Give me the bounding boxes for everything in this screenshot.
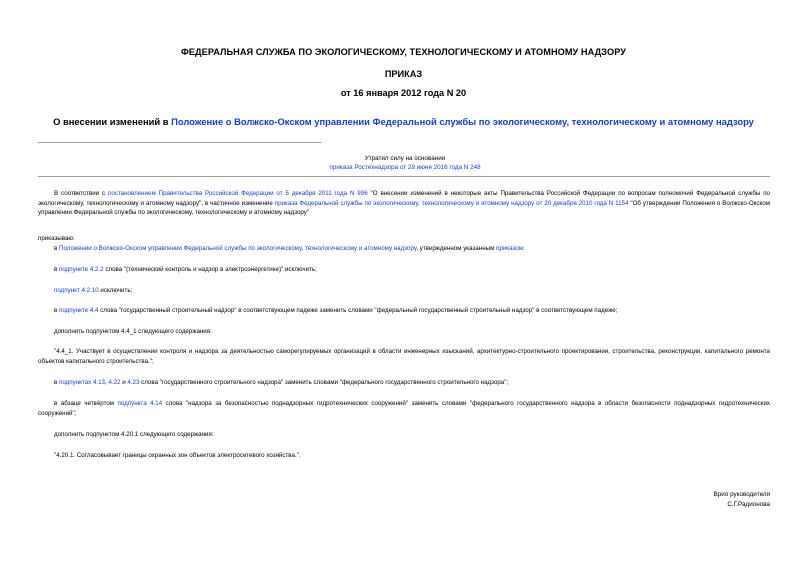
order-link[interactable]: приказом	[496, 245, 523, 252]
signatory-position: Врио руководителя	[713, 491, 770, 498]
paragraph-4-2-10: подпункт 4.2.10 исключить;	[54, 287, 133, 294]
subpoint-4-23-link[interactable]: 4.23	[127, 379, 140, 386]
preamble-paragraph: В соответствии с постановлением Правительства Российской Федерации от 5 декабря 2011 года N 996 "О внесении изменений в некоторые акты Правительства Российской Федерации по вопросам полномочий Федеральной службы по экологическому, технологическому и атомному надзору", в частичное изменение приказа Федеральной службы по экологическому, технологическому и атомному надзору от 20 декабря 2010 года N 1154 "Об утверждении Положения о Волжско-Окском управлении Федеральной службы по экологическому, технологическому и атомному надзору"	[38, 190, 771, 216]
paragraph-add-4-4-1: дополнить подпунктом 4.4_1 следующего содержания:	[54, 328, 212, 335]
subpoint-4-14-link[interactable]: подпункта 4.14	[117, 400, 163, 407]
status-note: Утратил силу на основании	[364, 155, 446, 162]
paragraph-regulation: в Положении о Волжско-Окском управлении Федеральной службы по экологическому, технологическому и атомному надзору, утвержденном указанным приказом:	[54, 245, 525, 252]
paragraph-4-13: в подпунктах 4.13, 4.22 и 4.23 слова "государственного строительного надзора" заменить словами "федерального государственного строительного надзора";	[54, 379, 509, 386]
order-word: приказываю:	[38, 235, 75, 242]
title-prefix: О внесении изменений в	[53, 116, 172, 127]
subpoint-4-13-link[interactable]: подпунктах 4.13	[59, 379, 105, 386]
subpoint-4-22-link[interactable]: 4.22	[108, 379, 121, 386]
paragraph-4-4-1-text: "4.4_1. Участвует в осуществлении контроля и надзора за деятельностью саморегулируемых организаций в области инженерных изысканий, архитектурно-строительного проектирования, строительства, реконструкции, капитального ремонта объектов капитального строительства.";	[38, 348, 770, 365]
order-1154-link[interactable]: приказа Федеральной службы по экологическому, технологическому и атомному надзору от 20 декабря 2010 года N 1154	[274, 199, 629, 207]
government-decree-link[interactable]: постановлением Правительства Российской Федерации от 5 декабря 2011 года N 996	[108, 190, 368, 197]
signatory-name: С.Г.Радионова	[727, 501, 770, 508]
subpoint-4-2-2-link[interactable]: подпункте 4.2.2	[59, 266, 104, 273]
regulation-link[interactable]: Положении о Волжско-Окском управлении Федеральной службы по экологическому, технологическому и атомному надзору	[59, 245, 417, 252]
document-date-number: от 16 января 2012 года N 20	[340, 88, 467, 98]
title-regulation-link[interactable]: Положение о Волжско-Окском управлении Федеральной службы по экологическому, технологическому и атомному надзору	[171, 116, 754, 127]
subpoint-4-4-link[interactable]: подпункте 4.4	[59, 307, 99, 314]
paragraph-4-20-1-text: "4.20.1. Согласовывает границы охранных зон объектов электросетевого хозяйства.".	[54, 452, 301, 459]
paragraph-4-14: в абзаце четвёртом подпункта 4.14 слова "надзора за безопасностью поднадзорных гидротехнических сооружений" заменить словами "федерального государственного надзора в области безопасности поднадзорных гидротехнических сооружений";	[38, 400, 770, 417]
document-title	[0, 116, 807, 127]
divider-short	[38, 142, 321, 143]
divider-full	[38, 176, 770, 177]
status-repeal-link[interactable]: приказа Ростехнадзора от 28 июня 2016 года N 248	[329, 164, 481, 171]
document-type: ПРИКАЗ	[384, 69, 423, 79]
paragraph-4-4: в подпункте 4.4 слова "государственный строительный надзор" в соответствующем падеже заменить словами "федеральный государственный строительный надзор" в соответствующем падеже;	[54, 307, 618, 314]
agency-title: ФЕДЕРАЛЬНАЯ СЛУЖБА ПО ЭКОЛОГИЧЕСКОМУ, ТЕХНОЛОГИЧЕСКОМУ И АТОМНОМУ НАДЗОРУ	[180, 47, 627, 57]
paragraph-add-4-20-1: дополнить подпунктом 4.20.1 следующего содержания:	[54, 431, 214, 438]
paragraph-4-2-2: в подпункте 4.2.2 слова "(технический контроль и надзор в электроэнергетике)" исключить;	[54, 266, 317, 273]
subpoint-4-2-10-link[interactable]: подпункт 4.2.10	[54, 287, 99, 294]
